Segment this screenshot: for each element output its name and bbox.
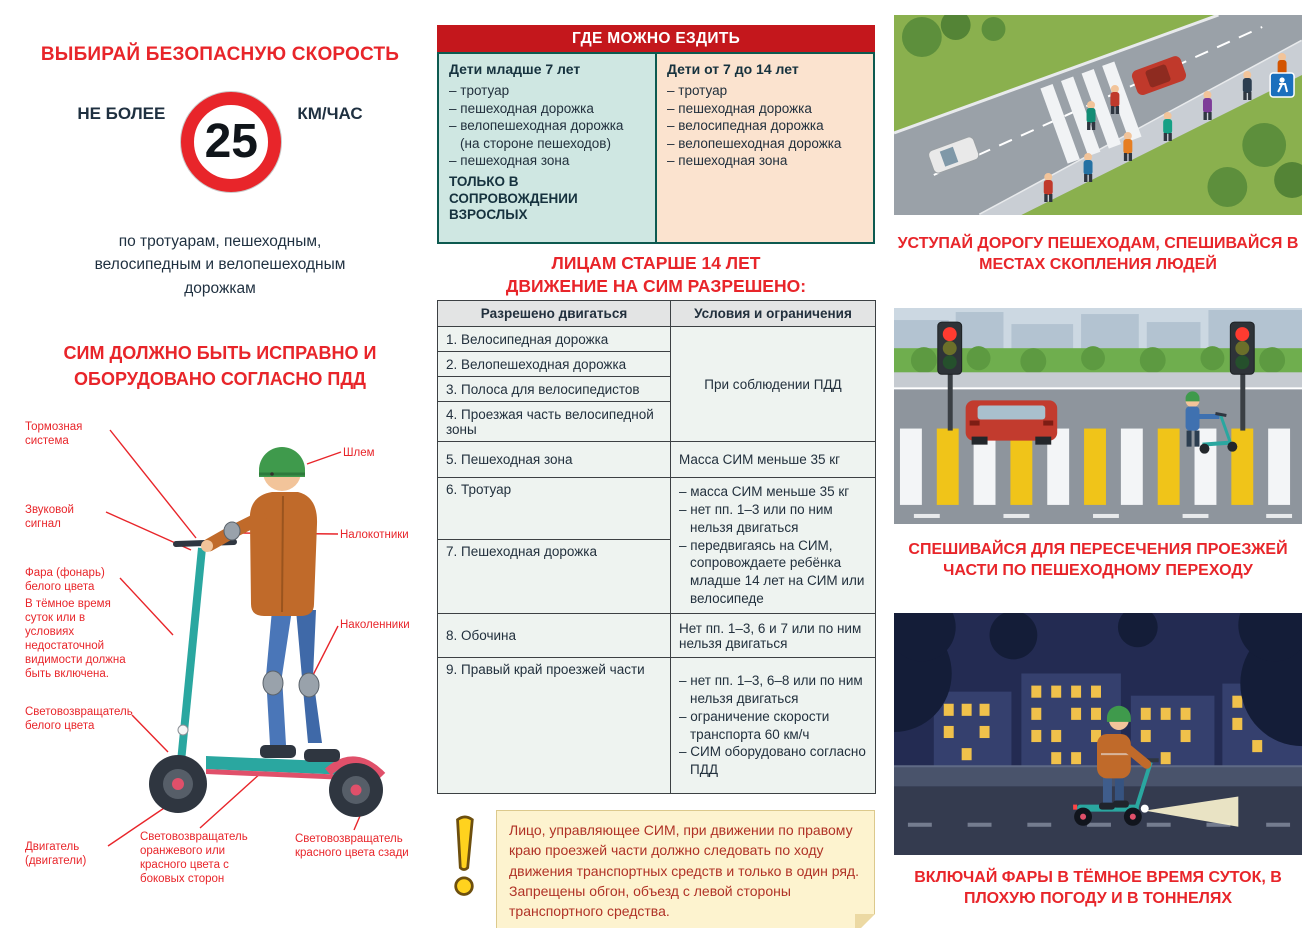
where-to-ride-header: ГДЕ МОЖНО ЕЗДИТЬ (437, 25, 875, 52)
illustration-night-riding (894, 613, 1302, 855)
callout-motor: Двигатель (двигатели) (25, 841, 87, 868)
rules-table (437, 300, 876, 794)
list-item: – пешеходная зона (449, 153, 570, 169)
list-item: – велосипедная дорожка (667, 118, 824, 134)
headlight-icon (178, 725, 188, 735)
list-item: – велопешеходная дорожка (на стороне пешеходов) (449, 118, 624, 151)
red-car (966, 400, 1058, 444)
equipment-title: СИМ ДОЛЖНО БЫТЬ ИСПРАВНО И ОБОРУДОВАНО СОГЛАСНО ПДД (63, 343, 377, 390)
allowed-cell-8: 8. Обочина (438, 614, 671, 658)
speed-note: по тротуарам, пешеходным, велосипедным и велопешеходным дорожкам (94, 233, 346, 297)
callout-brake: Тормозная система (25, 421, 83, 448)
warning-section (440, 810, 875, 928)
conditions-cell-9 (671, 658, 876, 794)
speed-suffix: КМ/ЧАС (297, 104, 363, 123)
warning-text: Лицо, управляющее СИМ, при движении по правому краю проезжей части должно следовать по ходу движения транспортных средств и только в один ряд. Запрещены обгон, объезд с левой стороны транспортного средства. (509, 822, 859, 920)
table-row (438, 658, 876, 794)
condition-item: – нет пп. 1–3 или по ним нельзя двигаться (679, 501, 833, 535)
conditions-cell-6-7 (671, 478, 876, 614)
allowed-cell-7: 7. Пешеходная дорожка (438, 540, 671, 614)
callout-side-reflector: Световозвращатель оранжевого или красного цвета с боковых сторон (140, 831, 248, 886)
speed-limit-sign-icon (181, 92, 281, 192)
list-item: – велопешеходная дорожка (667, 135, 842, 151)
table-row (438, 442, 876, 478)
caption-dismount-crossing: СПЕШИВАЙСЯ ДЛЯ ПЕРЕСЕЧЕНИЯ ПРОЕЗЖЕЙ ЧАСТИ ПО ПЕШЕХОДНОМУ ПЕРЕХОДУ (908, 541, 1288, 579)
callout-knee-pads: Наколенники (340, 619, 410, 631)
over14-title-line1: ЛИЦАМ СТАРШЕ 14 ЛЕТ (551, 253, 761, 273)
allowed-cell-5: 5. Пешеходная зона (438, 442, 671, 478)
condition-item: – передвигаясь на СИМ, сопровождаете ребёнка младше 14 лет на СИМ или велосипеде (679, 537, 865, 607)
over14-title (437, 252, 875, 298)
panel-under7-title: Дети младше 7 лет (449, 61, 581, 77)
callout-horn: Звуковой сигнал (25, 504, 74, 531)
conditions-cell-8: Нет пп. 1–3, 6 и 7 или по ним нельзя двигаться (671, 614, 876, 658)
scooter-illustration (10, 400, 430, 920)
callout-front-reflector: Световозвращатель белого цвета (25, 706, 133, 733)
condition-item: – нет пп. 1–3, 6–8 или по ним нельзя двигаться (679, 673, 863, 706)
conditions-cell-5: Масса СИМ меньше 35 кг (671, 442, 876, 478)
table-row (438, 614, 876, 658)
col-conditions-header: Условия и ограничения (671, 301, 876, 327)
callout-headlight (25, 566, 135, 681)
callout-headlight-title: Фара (фонарь) белого цвета (25, 567, 105, 594)
allowed-cell-3: 3. Полоса для велосипедистов (438, 377, 671, 402)
allowed-cell-4: 4. Проезжая часть велосипедной зоны (438, 402, 671, 442)
col-allowed-header: Разрешено двигаться (438, 301, 671, 327)
panel-7to14-title: Дети от 7 до 14 лет (667, 61, 799, 77)
list-item: – тротуар (667, 83, 728, 98)
panel-under7 (439, 54, 657, 242)
table-header-row (438, 301, 876, 327)
callout-helmet: Шлем (343, 447, 375, 459)
list-item: – пешеходная дорожка (449, 100, 594, 116)
illustration-crossing-traffic-lights (894, 308, 1302, 524)
table-row (438, 327, 876, 352)
callout-headlight-note: В тёмное время суток или в условиях недостаточной видимости должна быть включена. (25, 598, 126, 681)
list-item: – тротуар (449, 83, 510, 98)
list-item: – пешеходная дорожка (667, 100, 812, 116)
allowed-cell-2: 2. Велопешеходная дорожка (438, 352, 671, 377)
caption-yield-pedestrians: УСТУПАЙ ДОРОГУ ПЕШЕХОДАМ, СПЕШИВАЙСЯ В МЕСТАХ СКОПЛЕНИЯ ЛЮДЕЙ (897, 235, 1299, 273)
condition-item: – ограничение скорости транспорта 60 км/ч (679, 708, 830, 742)
pedestrian-sign-icon (1270, 73, 1294, 97)
speed-section-title: ВЫБИРАЙ БЕЗОПАСНУЮ СКОРОСТЬ (40, 44, 400, 65)
illustration-crosswalk-pedestrians (894, 15, 1302, 215)
allowed-cell-1: 1. Велосипедная дорожка (438, 327, 671, 352)
speed-limit-value: 25 (204, 115, 258, 168)
over14-title-line2: ДВИЖЕНИЕ НА СИМ РАЗРЕШЕНО: (505, 275, 807, 296)
age-panels (437, 52, 875, 244)
folded-corner (855, 914, 875, 928)
caption-use-lights: ВКЛЮЧАЙ ФАРЫ В ТЁМНОЕ ВРЕМЯ СУТОК, В ПЛОХУЮ ПОГОДУ И В ТОННЕЛЯХ (914, 869, 1282, 907)
panel-7to14 (657, 54, 873, 242)
conditions-cell-1-4: При соблюдении ПДД (671, 327, 876, 442)
condition-item: – масса СИМ меньше 35 кг (679, 484, 850, 500)
allowed-cell-6: 6. Тротуар (438, 478, 671, 540)
speed-limit-row (30, 92, 410, 192)
callout-elbow-pads: Налокотники (340, 529, 409, 541)
callout-rear-reflector: Световозвращатель красного цвета сзади (295, 833, 409, 860)
list-item: – пешеходная зона (667, 153, 788, 169)
warning-exclamation-icon (440, 810, 488, 907)
warning-note (496, 810, 875, 928)
allowed-cell-9: 9. Правый край проезжей части (438, 658, 671, 794)
zebra-crossing (900, 429, 1290, 505)
speed-prefix: НЕ БОЛЕЕ (77, 104, 166, 123)
rider (201, 447, 340, 762)
table-row (438, 478, 876, 540)
panel-under7-note: ТОЛЬКО В СОПРОВОЖДЕНИИ ВЗРОСЛЫХ (449, 173, 578, 223)
condition-item: – СИМ оборудовано согласно ПДД (679, 744, 866, 778)
